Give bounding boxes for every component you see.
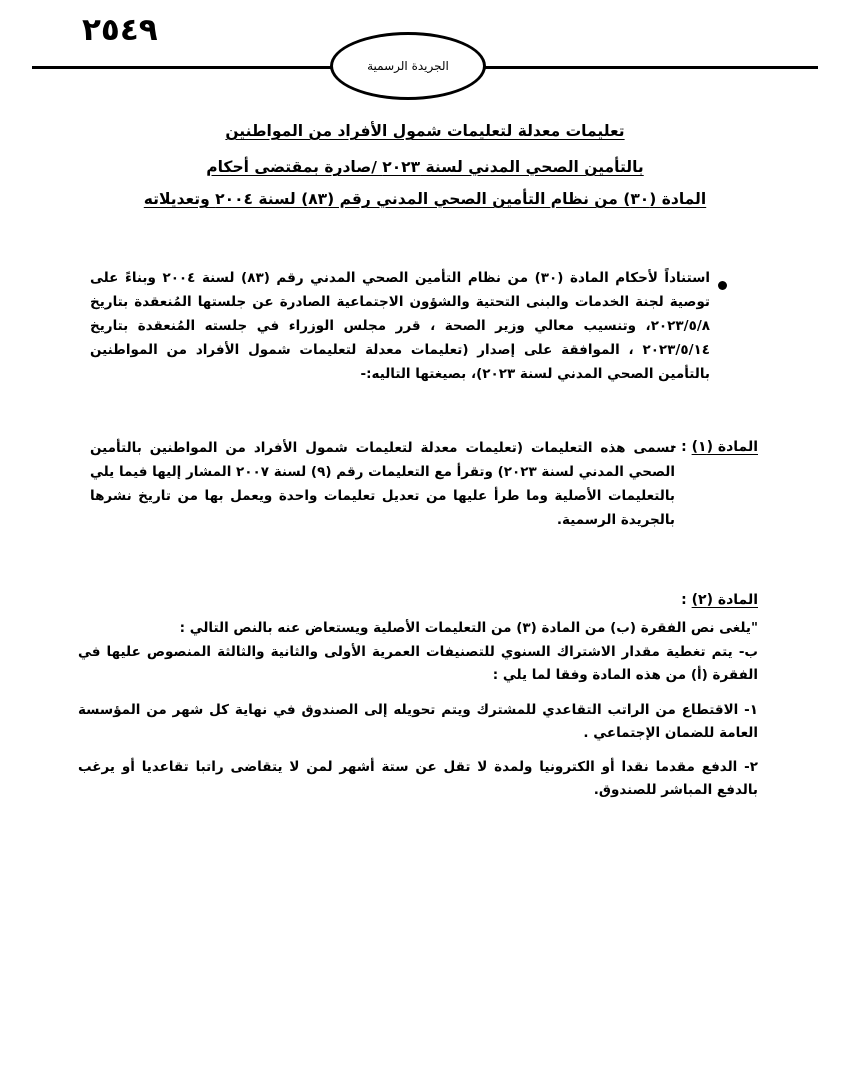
article-2-intro: "يلغى نص الفقرة (ب) من المادة (٣) من التعليمات الأصلية ويستعاض عنه بالنص التالي :: [179, 620, 758, 636]
article-2-heading: [681, 592, 758, 608]
article-2-suffix: :: [681, 592, 687, 608]
title-line-3: المادة (٣٠) من نظام التأمين الصحي المدني رقم (٨٣) لسنة ٢٠٠٤ وتعديلاته: [143, 190, 707, 208]
title-line-2: بالتأمين الصحي المدني لسنة ٢٠٢٣ /صادرة بمقتضى أحكام: [206, 158, 644, 176]
article-1-body: تسمى هذه التعليمات (تعليمات معدلة لتعليمات شمول الأفراد من المواطنين بالتأمين الصحي المدني لسنة ٢٠٢٣) وتقرأ مع التعليمات رقم (٩) لسنة ٢٠٠٧ المشار إليها فيما يلي بالتعليمات الأصلية وما طرأ عليها من تعديل تعليمات واحدة ويعمل بها من تاريخ نشرها بالجريدة الرسمية.: [90, 440, 675, 528]
gazette-label-oval: [330, 32, 486, 100]
article-2-item-1: ١- الاقتطاع من الراتب التقاعدي للمشترك ويتم تحويله إلى الصندوق في نهاية كل شهر من المؤسسة العامة للضمان الإجتماعي .: [78, 702, 758, 741]
article-2-clause-b: ب- يتم تغطية مقدار الاشتراك السنوي للتصنيفات العمرية الأولى والثانية والثالثة المنصوص عليها في الفقرة (أ) من هذه المادة وفقا لما يلي :: [78, 644, 758, 683]
article-1-suffix: : -: [670, 439, 687, 455]
bullet-icon: [718, 281, 727, 290]
article-1-heading: [670, 439, 758, 455]
article-2-label: المادة (٢): [691, 592, 758, 608]
page-number: ٢٥٤٩: [82, 12, 158, 48]
gazette-label: الجريدة الرسمية: [367, 59, 449, 73]
article-1-label: المادة (١): [691, 439, 758, 455]
article-2-item-2: ٢- الدفع مقدما نقدا أو الكترونيا ولمدة لا تقل عن ستة أشهر لمن لا يتقاضى راتبا تقاعديا أو يرغب بالدفع المباشر للصندوق.: [78, 759, 758, 798]
title-line-1: تعليمات معدلة لتعليمات شمول الأفراد من المواطنين: [225, 122, 625, 140]
preamble-text: استناداً لأحكام المادة (٣٠) من نظام التأمين الصحي المدني رقم (٨٣) لسنة ٢٠٠٤ وبناءً على توصية لجنة الخدمات والبنى التحتية والشؤون الاجتماعية الصادرة عن جلستها المُنعقدة بتاريخ ٢٠٢٣/٥/٨، وتنسيب معالي وزير الصحة ، قرر مجلس الوزراء في جلسته المُنعقدة بتاريخ ٢٠٢٣/٥/١٤ ، الموافقة على إصدار (تعليمات معدلة لتعليمات شمول الأفراد من المواطنين بالتأمين الصحي المدني لسنة ٢٠٢٣)، بصيغتها التاليه:-: [90, 270, 710, 382]
